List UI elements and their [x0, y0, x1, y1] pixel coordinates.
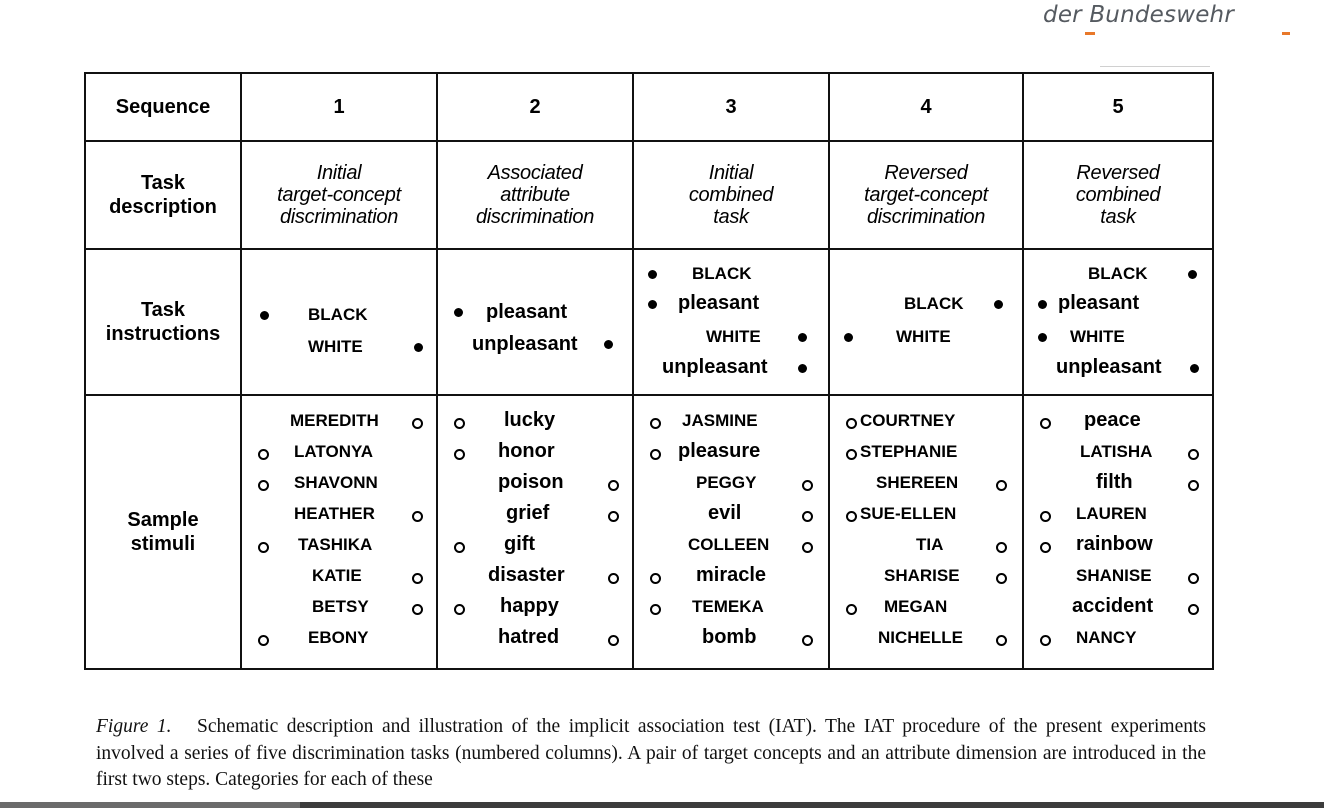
stimulus-key-marker [846, 511, 857, 522]
desc-line: target-concept [864, 184, 988, 206]
col-1-number: 1 [241, 73, 437, 141]
stimulus-key-marker [846, 449, 857, 460]
instruction-label: pleasant [1058, 292, 1140, 314]
stimulus-word: grief [506, 502, 550, 524]
instruction-label: unpleasant [472, 333, 578, 355]
stimulus-key-marker [454, 418, 465, 429]
sample-stimuli-header [85, 395, 241, 669]
stimulus-key-marker [412, 418, 423, 429]
task-description-header-line1: Task [140, 172, 186, 194]
col-1-instructions [241, 249, 437, 395]
stimulus-key-marker [802, 635, 813, 646]
right-key-dot [604, 340, 613, 349]
right-key-dot [798, 333, 807, 342]
stimulus-key-marker [1188, 573, 1199, 584]
desc-line: task [713, 206, 749, 228]
stimulus-word: MEREDITH [290, 411, 379, 430]
stimulus-word: miracle [696, 564, 767, 586]
stimulus-word: hatred [498, 626, 560, 648]
col-3-instructions [633, 249, 829, 395]
stimulus-key-marker [258, 449, 269, 460]
stimulus-key-marker [996, 573, 1007, 584]
left-key-dot [1038, 300, 1047, 309]
task-description-row [85, 141, 1213, 249]
desc-line: discrimination [866, 206, 986, 228]
left-key-dot [844, 333, 853, 342]
desc-line: Reversed [1076, 162, 1160, 184]
stimulus-key-marker [802, 511, 813, 522]
stimulus-word: lucky [504, 409, 556, 431]
stimulus-key-marker [608, 635, 619, 646]
stimulus-key-marker [1188, 604, 1199, 615]
brand-accent-mark-1 [1085, 32, 1095, 35]
stimulus-key-marker [1188, 449, 1199, 460]
instruction-label: unpleasant [1056, 356, 1162, 378]
task-description-header [85, 141, 241, 249]
instruction-label: pleasant [678, 292, 760, 314]
stimulus-key-marker [650, 573, 661, 584]
stimulus-key-marker [996, 635, 1007, 646]
left-key-dot [648, 270, 657, 279]
desc-line: Initial [708, 162, 754, 184]
stimulus-word: SHARISE [884, 566, 960, 585]
col-4-description [829, 141, 1023, 249]
stimulus-key-marker [846, 604, 857, 615]
stimulus-key-marker [258, 480, 269, 491]
stimulus-key-marker [650, 604, 661, 615]
stimulus-word: pleasure [678, 440, 761, 462]
sequence-header: Sequence [85, 73, 241, 141]
instruction-label: WHITE [308, 337, 363, 356]
col-3-description [633, 141, 829, 249]
instruction-label: BLACK [692, 264, 752, 283]
stimulus-word: disaster [488, 564, 565, 586]
stimulus-word: poison [498, 471, 564, 493]
col-2-stimuli [437, 395, 633, 669]
stimulus-key-marker [1188, 480, 1199, 491]
left-key-dot [454, 308, 463, 317]
stimulus-key-marker [454, 449, 465, 460]
stimulus-word: happy [500, 595, 559, 617]
col-3-stimuli [633, 395, 829, 669]
instruction-label: WHITE [706, 327, 761, 346]
stimulus-key-marker [802, 480, 813, 491]
stimulus-word: HEATHER [294, 504, 375, 523]
instruction-label: pleasant [486, 301, 568, 323]
stimulus-key-marker [1040, 511, 1051, 522]
figure-label: Figure 1. [96, 716, 172, 737]
col-2-instructions [437, 249, 633, 395]
right-key-dot [994, 300, 1003, 309]
instruction-label: WHITE [1070, 327, 1125, 346]
stimulus-word: KATIE [312, 566, 362, 585]
stimulus-word: TEMEKA [692, 597, 764, 616]
desc-line: discrimination [475, 206, 595, 228]
stimulus-word: SHAVONN [294, 473, 378, 492]
right-key-dot [1188, 270, 1197, 279]
sequence-row [85, 73, 1213, 141]
bottom-bar-segment [0, 802, 300, 808]
desc-line: combined [1075, 184, 1161, 206]
stimulus-key-marker [412, 511, 423, 522]
stimulus-key-marker [608, 573, 619, 584]
col-2-number: 2 [437, 73, 633, 141]
bottom-bar [0, 802, 1324, 808]
col-4-number: 4 [829, 73, 1023, 141]
stimulus-word: evil [708, 502, 742, 524]
desc-line: Initial [316, 162, 362, 184]
stimulus-word: peace [1084, 409, 1141, 431]
stimulus-word: gift [504, 533, 536, 555]
stimulus-word: TIA [916, 535, 944, 554]
instruction-label: unpleasant [662, 356, 768, 378]
brand-accent-mark-2 [1282, 32, 1290, 35]
sample-stimuli-header-line1: Sample [127, 509, 199, 531]
stimulus-key-marker [258, 542, 269, 553]
stimulus-word: honor [498, 440, 555, 462]
stimulus-key-marker [412, 604, 423, 615]
instruction-label: BLACK [308, 305, 368, 324]
col-3-number: 3 [633, 73, 829, 141]
stimulus-word: SHANISE [1076, 566, 1152, 585]
stimulus-key-marker [846, 418, 857, 429]
col-1-stimuli [241, 395, 437, 669]
stimulus-word: accident [1072, 595, 1154, 617]
stimulus-key-marker [1040, 542, 1051, 553]
stimulus-key-marker [1040, 635, 1051, 646]
stimulus-key-marker [608, 511, 619, 522]
stimulus-key-marker [802, 542, 813, 553]
desc-line: task [1100, 206, 1136, 228]
stimulus-word: COURTNEY [860, 411, 956, 430]
stimulus-word: SHEREEN [876, 473, 959, 492]
col-5-description [1023, 141, 1213, 249]
stimulus-word: NANCY [1076, 628, 1137, 647]
caption-text: Schematic description and illustration of the implicit association test (IAT). The IAT procedure of the present experiments involved a series of five discrimination tasks (numbered columns). A pair of target concepts and an attribute dimension are introduced in the first two steps. Categories for each of these [96, 716, 1206, 790]
desc-line: Reversed [884, 162, 968, 184]
desc-line: attribute [500, 184, 570, 206]
col-5-instructions [1023, 249, 1213, 395]
left-key-dot [648, 300, 657, 309]
task-description-header-line2: description [109, 196, 217, 218]
stimulus-key-marker [454, 604, 465, 615]
stimulus-key-marker [650, 449, 661, 460]
task-instructions-row [85, 249, 1213, 395]
right-key-dot [1190, 364, 1199, 373]
right-key-dot [414, 343, 423, 352]
col-5-stimuli [1023, 395, 1213, 669]
faint-rule [1100, 66, 1210, 67]
col-4-instructions [829, 249, 1023, 395]
right-key-dot [798, 364, 807, 373]
stimulus-word: EBONY [308, 628, 369, 647]
stimulus-word: NICHELLE [878, 628, 963, 647]
stimulus-word: SUE-ELLEN [860, 504, 957, 523]
desc-line: combined [688, 184, 774, 206]
desc-line: target-concept [277, 184, 401, 206]
stimulus-word: LATISHA [1080, 442, 1153, 461]
stimulus-word: LAUREN [1076, 504, 1147, 523]
stimulus-key-marker [608, 480, 619, 491]
stimulus-word: rainbow [1076, 533, 1153, 555]
col-1-description [241, 141, 437, 249]
stimulus-key-marker [996, 480, 1007, 491]
stimulus-key-marker [454, 542, 465, 553]
stimulus-word: LATONYA [294, 442, 374, 461]
task-instructions-header-line1: Task [140, 299, 186, 321]
stimulus-word: STEPHANIE [860, 442, 958, 461]
figure-caption [96, 714, 1206, 794]
left-key-dot [260, 311, 269, 320]
stimulus-key-marker [650, 418, 661, 429]
stimulus-key-marker [996, 542, 1007, 553]
brand-wordmark: der Bundeswehr [1043, 2, 1234, 28]
iat-table [84, 72, 1214, 670]
desc-line: discrimination [279, 206, 399, 228]
col-4-stimuli [829, 395, 1023, 669]
stimulus-word: BETSY [312, 597, 369, 616]
stimulus-word: filth [1096, 471, 1133, 493]
sample-stimuli-header-line2: stimuli [130, 533, 196, 555]
instruction-label: BLACK [1088, 264, 1148, 283]
desc-line: Associated [487, 162, 583, 184]
stimulus-word: MEGAN [884, 597, 948, 616]
stimulus-word: TASHIKA [298, 535, 373, 554]
sample-stimuli-row [85, 395, 1213, 669]
stimulus-word: JASMINE [682, 411, 758, 430]
stimulus-key-marker [258, 635, 269, 646]
stimulus-word: COLLEEN [688, 535, 770, 554]
left-key-dot [1038, 333, 1047, 342]
task-instructions-header [85, 249, 241, 395]
col-2-description [437, 141, 633, 249]
instruction-label: WHITE [896, 327, 951, 346]
stimulus-key-marker [412, 573, 423, 584]
stimulus-key-marker [1040, 418, 1051, 429]
stimulus-word: bomb [702, 626, 757, 648]
col-5-number: 5 [1023, 73, 1213, 141]
stimulus-word: PEGGY [696, 473, 757, 492]
task-instructions-header-line2: instructions [105, 323, 221, 345]
instruction-label: BLACK [904, 294, 964, 313]
